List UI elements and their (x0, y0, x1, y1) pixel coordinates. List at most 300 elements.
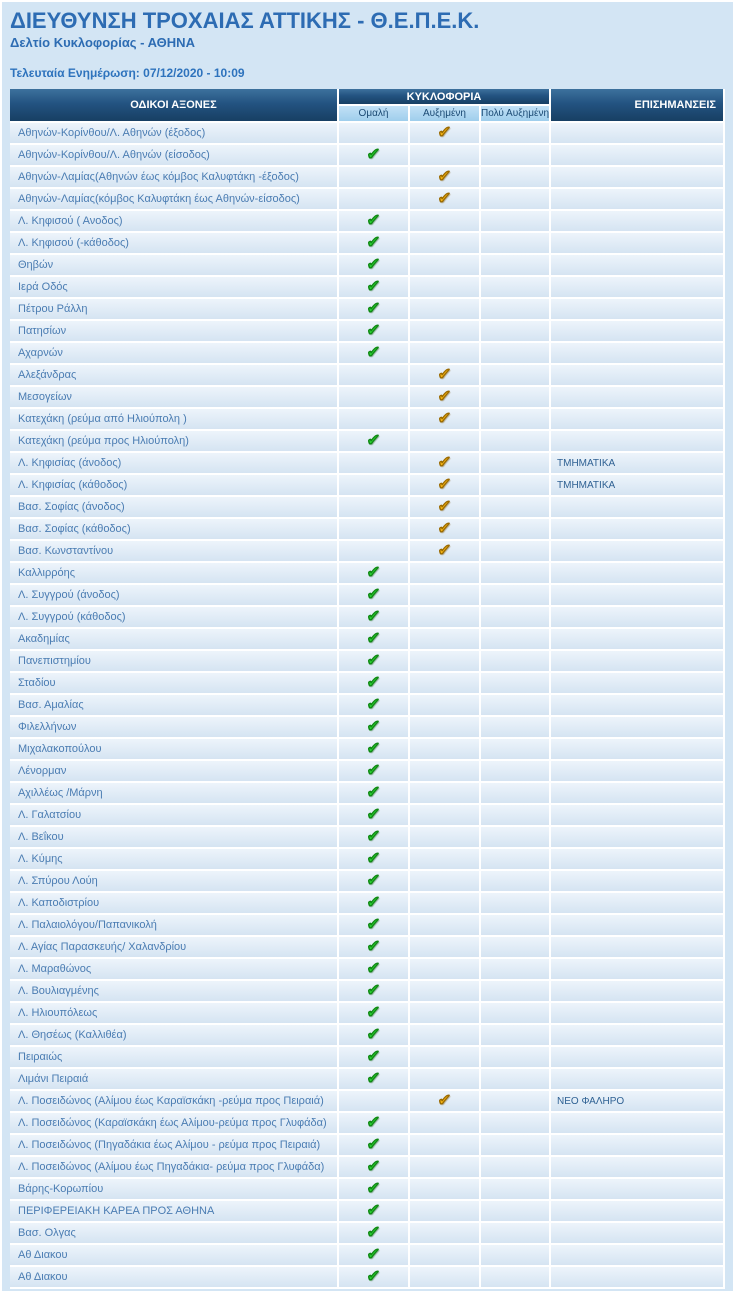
remark-cell (551, 717, 725, 739)
road-name: Αχιλλέως /Μάρνη (10, 783, 339, 805)
table-row (10, 871, 725, 893)
traffic-increased-cell (410, 1223, 481, 1245)
road-name: Λ. Ποσειδώνος (Πηγαδάκια έως Αλίμου - ρεύμα προς Πειραιά) (10, 1135, 339, 1157)
traffic-very-increased-cell (481, 981, 551, 1003)
table-row (10, 1069, 725, 1091)
traffic-increased-cell (410, 299, 481, 321)
table-row (10, 827, 725, 849)
remark-cell (551, 431, 725, 453)
traffic-very-increased-cell (481, 695, 551, 717)
checkmark-normal-icon: ✔ (366, 1223, 381, 1242)
traffic-very-increased-cell (481, 739, 551, 761)
road-name: Λ. Κηφισίας (άνοδος) (10, 453, 339, 475)
checkmark-increased-icon: ✔ (437, 123, 452, 142)
road-name: Πειραιώς (10, 1047, 339, 1069)
traffic-normal-cell (339, 321, 410, 343)
remark-cell (551, 321, 725, 343)
road-name: Πέτρου Ράλλη (10, 299, 339, 321)
remark-cell (551, 959, 725, 981)
traffic-very-increased-cell (481, 475, 551, 497)
traffic-increased-cell (410, 1003, 481, 1025)
checkmark-normal-icon: ✔ (366, 915, 381, 934)
road-name: Βασ. Κωνσταντίνου (10, 541, 339, 563)
traffic-increased-cell (410, 387, 481, 409)
remark-cell (551, 1267, 725, 1289)
road-name: Λ. Συγγρού (κάθοδος) (10, 607, 339, 629)
remark-cell (551, 519, 725, 541)
checkmark-normal-icon: ✔ (366, 695, 381, 714)
traffic-very-increased-cell (481, 1201, 551, 1223)
traffic-normal-cell (339, 915, 410, 937)
traffic-bulletin-page (2, 2, 733, 1291)
road-name: Λ. Κηφισού (-κάθοδος) (10, 233, 339, 255)
checkmark-increased-icon: ✔ (437, 519, 452, 538)
checkmark-normal-icon: ✔ (366, 1245, 381, 1264)
traffic-normal-cell (339, 981, 410, 1003)
road-name: Λένορμαν (10, 761, 339, 783)
table-row (10, 431, 725, 453)
road-name: Λ. Ποσειδώνος (Καραϊσκάκη έως Αλίμου-ρεύμα προς Γλυφάδα) (10, 1113, 339, 1135)
checkmark-normal-icon: ✔ (366, 321, 381, 340)
table-row (10, 1223, 725, 1245)
traffic-normal-cell (339, 299, 410, 321)
road-name: Κατεχάκη (ρεύμα από Ηλιούπολη ) (10, 409, 339, 431)
road-name: Μιχαλακοπούλου (10, 739, 339, 761)
remark-cell (551, 409, 725, 431)
road-name: Ιερά Οδός (10, 277, 339, 299)
checkmark-normal-icon: ✔ (366, 255, 381, 274)
table-row (10, 519, 725, 541)
table-row (10, 1267, 725, 1289)
traffic-increased-cell (410, 497, 481, 519)
remark-cell (551, 1003, 725, 1025)
traffic-increased-cell (410, 783, 481, 805)
traffic-very-increased-cell (481, 937, 551, 959)
table-row (10, 585, 725, 607)
checkmark-normal-icon: ✔ (366, 1201, 381, 1220)
road-name: Λ. Βουλιαγμένης (10, 981, 339, 1003)
traffic-very-increased-cell (481, 145, 551, 167)
remark-cell (551, 1179, 725, 1201)
traffic-normal-cell (339, 189, 410, 211)
traffic-normal-cell (339, 871, 410, 893)
traffic-very-increased-cell (481, 233, 551, 255)
checkmark-normal-icon: ✔ (366, 981, 381, 1000)
traffic-normal-cell (339, 805, 410, 827)
remark-cell (551, 145, 725, 167)
road-name: Λ. Βεΐκου (10, 827, 339, 849)
traffic-increased-cell (410, 871, 481, 893)
traffic-normal-cell (339, 453, 410, 475)
checkmark-normal-icon: ✔ (366, 1003, 381, 1022)
traffic-increased-cell (410, 1201, 481, 1223)
traffic-increased-cell (410, 233, 481, 255)
road-name: Λ. Παλαιολόγου/Παπανικολή (10, 915, 339, 937)
traffic-normal-cell (339, 409, 410, 431)
table-row (10, 189, 725, 211)
remark-cell (551, 1201, 725, 1223)
traffic-very-increased-cell (481, 365, 551, 387)
checkmark-increased-icon: ✔ (437, 365, 452, 384)
checkmark-normal-icon: ✔ (366, 277, 381, 296)
table-row (10, 1157, 725, 1179)
traffic-normal-cell (339, 717, 410, 739)
traffic-normal-cell (339, 1047, 410, 1069)
table-row (10, 1179, 725, 1201)
traffic-very-increased-cell (481, 277, 551, 299)
traffic-very-increased-cell (481, 717, 551, 739)
road-name: Καλλιρρόης (10, 563, 339, 585)
traffic-increased-cell (410, 321, 481, 343)
traffic-very-increased-cell (481, 959, 551, 981)
traffic-very-increased-cell (481, 1113, 551, 1135)
checkmark-normal-icon: ✔ (366, 1069, 381, 1088)
traffic-increased-cell (410, 145, 481, 167)
traffic-normal-cell (339, 1069, 410, 1091)
table-row (10, 541, 725, 563)
checkmark-normal-icon: ✔ (366, 959, 381, 978)
checkmark-normal-icon: ✔ (366, 849, 381, 868)
traffic-normal-cell (339, 365, 410, 387)
traffic-normal-cell (339, 1135, 410, 1157)
road-name: Βασ. Ολγας (10, 1223, 339, 1245)
traffic-very-increased-cell (481, 1091, 551, 1113)
traffic-increased-cell (410, 893, 481, 915)
traffic-very-increased-cell (481, 453, 551, 475)
remark-cell (551, 189, 725, 211)
traffic-normal-cell (339, 739, 410, 761)
road-name: Λ. Θησέως (Καλλιθέα) (10, 1025, 339, 1047)
traffic-very-increased-cell (481, 167, 551, 189)
traffic-increased-cell (410, 981, 481, 1003)
road-name: Αθηνών-Λαμίας(Αθηνών έως κόμβος Καλυφτάκη -έξοδος) (10, 167, 339, 189)
traffic-very-increased-cell (481, 1223, 551, 1245)
road-name: Βάρης-Κορωπίου (10, 1179, 339, 1201)
checkmark-normal-icon: ✔ (366, 871, 381, 890)
checkmark-normal-icon: ✔ (366, 739, 381, 758)
checkmark-increased-icon: ✔ (437, 409, 452, 428)
traffic-increased-cell (410, 673, 481, 695)
remark-cell (551, 761, 725, 783)
road-name: Βασ. Σοφίας (κάθοδος) (10, 519, 339, 541)
traffic-normal-cell (339, 1179, 410, 1201)
traffic-increased-cell (410, 1091, 481, 1113)
traffic-very-increased-cell (481, 189, 551, 211)
road-name: Αθ Διακου (10, 1245, 339, 1267)
road-name: Αθηνών-Κορίνθου/Λ. Αθηνών (είσοδος) (10, 145, 339, 167)
checkmark-normal-icon: ✔ (366, 1025, 381, 1044)
road-name: Θηβών (10, 255, 339, 277)
table-row (10, 717, 725, 739)
page-title: ΔΙΕΥΘΥΝΣΗ ΤΡΟΧΑΙΑΣ ΑΤΤΙΚΗΣ - Θ.Ε.Π.Ε.Κ. (10, 8, 480, 33)
traffic-increased-cell (410, 629, 481, 651)
traffic-increased-cell (410, 761, 481, 783)
remark-cell (551, 783, 725, 805)
traffic-normal-cell (339, 563, 410, 585)
traffic-very-increased-cell (481, 343, 551, 365)
traffic-increased-cell (410, 189, 481, 211)
road-name: Πατησίων (10, 321, 339, 343)
checkmark-normal-icon: ✔ (366, 673, 381, 692)
road-name: ΠΕΡΙΦΕΡΕΙΑΚΗ ΚΑΡΕΑ ΠΡΟΣ ΑΘΗΝΑ (10, 1201, 339, 1223)
table-row (10, 893, 725, 915)
traffic-increased-cell (410, 1179, 481, 1201)
traffic-very-increased-cell (481, 541, 551, 563)
checkmark-normal-icon: ✔ (366, 585, 381, 604)
remark-cell (551, 651, 725, 673)
traffic-normal-cell (339, 475, 410, 497)
traffic-very-increased-cell (481, 915, 551, 937)
checkmark-normal-icon: ✔ (366, 1267, 381, 1286)
table-row (10, 211, 725, 233)
road-name: Λ. Σπύρου Λούη (10, 871, 339, 893)
traffic-very-increased-cell (481, 123, 551, 145)
remark-cell (551, 1223, 725, 1245)
column-header-very-increased: Πολύ Αυξημένη (481, 106, 551, 123)
checkmark-normal-icon: ✔ (366, 1157, 381, 1176)
checkmark-normal-icon: ✔ (366, 431, 381, 450)
traffic-very-increased-cell (481, 563, 551, 585)
traffic-increased-cell (410, 255, 481, 277)
road-name: Λ. Ποσειδώνος (Αλίμου έως Πηγαδάκια- ρεύμα προς Γλυφάδα) (10, 1157, 339, 1179)
traffic-normal-cell (339, 1157, 410, 1179)
traffic-very-increased-cell (481, 761, 551, 783)
remark-cell (551, 497, 725, 519)
column-header-normal: Ομαλή (339, 106, 410, 123)
road-name: Αθ Διακου (10, 1267, 339, 1289)
traffic-increased-cell (410, 849, 481, 871)
table-row (10, 409, 725, 431)
table-row (10, 1091, 725, 1113)
traffic-very-increased-cell (481, 585, 551, 607)
road-name: Φιλελλήνων (10, 717, 339, 739)
remark-cell (551, 915, 725, 937)
traffic-increased-cell (410, 211, 481, 233)
traffic-increased-cell (410, 739, 481, 761)
traffic-normal-cell (339, 541, 410, 563)
remark-cell (551, 365, 725, 387)
road-name: Αλεξάνδρας (10, 365, 339, 387)
last-update-label: Τελευταία Ενημέρωση: (10, 66, 140, 80)
table-row (10, 915, 725, 937)
table-row (10, 695, 725, 717)
traffic-normal-cell (339, 607, 410, 629)
table-row (10, 255, 725, 277)
traffic-very-increased-cell (481, 409, 551, 431)
traffic-very-increased-cell (481, 387, 551, 409)
road-name: Λ. Γαλατσίου (10, 805, 339, 827)
checkmark-normal-icon: ✔ (366, 893, 381, 912)
road-name: Σταδίου (10, 673, 339, 695)
remark-cell (551, 123, 725, 145)
traffic-normal-cell (339, 431, 410, 453)
traffic-normal-cell (339, 1223, 410, 1245)
traffic-table (10, 89, 725, 1289)
traffic-normal-cell (339, 651, 410, 673)
traffic-very-increased-cell (481, 1025, 551, 1047)
table-row (10, 629, 725, 651)
traffic-increased-cell (410, 475, 481, 497)
table-row (10, 277, 725, 299)
table-row (10, 321, 725, 343)
traffic-very-increased-cell (481, 1179, 551, 1201)
traffic-very-increased-cell (481, 893, 551, 915)
traffic-increased-cell (410, 123, 481, 145)
remark-cell (551, 827, 725, 849)
checkmark-increased-icon: ✔ (437, 497, 452, 516)
traffic-very-increased-cell (481, 431, 551, 453)
remark-cell (551, 299, 725, 321)
remark-cell (551, 1135, 725, 1157)
traffic-normal-cell (339, 233, 410, 255)
page-subtitle: Δελτίο Κυκλοφορίας - ΑΘΗΝΑ (10, 35, 195, 50)
remark-cell (551, 387, 725, 409)
remark-cell (551, 167, 725, 189)
traffic-very-increased-cell (481, 629, 551, 651)
table-row (10, 387, 725, 409)
table-row (10, 673, 725, 695)
traffic-normal-cell (339, 1091, 410, 1113)
table-row (10, 1113, 725, 1135)
checkmark-normal-icon: ✔ (366, 145, 381, 164)
table-row (10, 607, 725, 629)
traffic-normal-cell (339, 1003, 410, 1025)
road-name: Αθηνών-Λαμίας(κόμβος Καλυφτάκη έως Αθηνών-είσοδος) (10, 189, 339, 211)
traffic-increased-cell (410, 695, 481, 717)
traffic-very-increased-cell (481, 1245, 551, 1267)
traffic-increased-cell (410, 1245, 481, 1267)
traffic-increased-cell (410, 915, 481, 937)
traffic-increased-cell (410, 167, 481, 189)
checkmark-normal-icon: ✔ (366, 717, 381, 736)
traffic-increased-cell (410, 1135, 481, 1157)
checkmark-increased-icon: ✔ (437, 189, 452, 208)
remark-cell (551, 233, 725, 255)
traffic-normal-cell (339, 937, 410, 959)
table-row (10, 761, 725, 783)
table-row (10, 299, 725, 321)
traffic-very-increased-cell (481, 255, 551, 277)
remark-cell (551, 629, 725, 651)
traffic-very-increased-cell (481, 805, 551, 827)
checkmark-increased-icon: ✔ (437, 541, 452, 560)
checkmark-increased-icon: ✔ (437, 475, 452, 494)
traffic-increased-cell (410, 717, 481, 739)
checkmark-normal-icon: ✔ (366, 1113, 381, 1132)
table-row (10, 123, 725, 145)
road-name: Λ. Ποσειδώνος (Αλίμου έως Καραϊσκάκη -ρεύμα προς Πειραιά) (10, 1091, 339, 1113)
road-name: Πανεπιστημίου (10, 651, 339, 673)
traffic-increased-cell (410, 409, 481, 431)
traffic-normal-cell (339, 255, 410, 277)
table-row (10, 1003, 725, 1025)
traffic-normal-cell (339, 585, 410, 607)
traffic-normal-cell (339, 211, 410, 233)
traffic-increased-cell (410, 541, 481, 563)
traffic-normal-cell (339, 387, 410, 409)
remark-cell: ΝΕΟ ΦΑΛΗΡΟ (551, 1091, 725, 1113)
remark-cell (551, 893, 725, 915)
checkmark-increased-icon: ✔ (437, 1091, 452, 1110)
remark-cell (551, 607, 725, 629)
table-row (10, 849, 725, 871)
traffic-very-increased-cell (481, 651, 551, 673)
remark-cell (551, 1113, 725, 1135)
table-row (10, 805, 725, 827)
traffic-normal-cell (339, 827, 410, 849)
traffic-increased-cell (410, 651, 481, 673)
traffic-very-increased-cell (481, 849, 551, 871)
road-name: Λ. Αγίας Παρασκευής/ Χαλανδρίου (10, 937, 339, 959)
remark-cell (551, 673, 725, 695)
table-row (10, 1201, 725, 1223)
checkmark-normal-icon: ✔ (366, 783, 381, 802)
traffic-very-increased-cell (481, 299, 551, 321)
traffic-increased-cell (410, 277, 481, 299)
road-name: Αχαρνών (10, 343, 339, 365)
checkmark-normal-icon: ✔ (366, 629, 381, 648)
remark-cell (551, 1245, 725, 1267)
traffic-increased-cell (410, 585, 481, 607)
column-header-road-axes: ΟΔΙΚΟΙ ΑΞΟΝΕΣ (10, 89, 339, 123)
road-name: Λ. Κύμης (10, 849, 339, 871)
checkmark-normal-icon: ✔ (366, 1179, 381, 1198)
table-row (10, 563, 725, 585)
traffic-increased-cell (410, 431, 481, 453)
traffic-very-increased-cell (481, 321, 551, 343)
checkmark-normal-icon: ✔ (366, 343, 381, 362)
checkmark-normal-icon: ✔ (366, 1047, 381, 1066)
table-row (10, 1245, 725, 1267)
checkmark-normal-icon: ✔ (366, 233, 381, 252)
traffic-normal-cell (339, 497, 410, 519)
table-row (10, 145, 725, 167)
road-name: Λ. Μαραθώνος (10, 959, 339, 981)
table-row (10, 365, 725, 387)
traffic-very-increased-cell (481, 607, 551, 629)
checkmark-normal-icon: ✔ (366, 937, 381, 956)
traffic-normal-cell (339, 277, 410, 299)
traffic-very-increased-cell (481, 1267, 551, 1289)
traffic-normal-cell (339, 167, 410, 189)
remark-cell: ΤΜΗΜΑΤΙΚΑ (551, 475, 725, 497)
traffic-normal-cell (339, 1245, 410, 1267)
traffic-normal-cell (339, 519, 410, 541)
traffic-normal-cell (339, 629, 410, 651)
checkmark-normal-icon: ✔ (366, 563, 381, 582)
column-header-increased: Αυξημένη (410, 106, 481, 123)
traffic-very-increased-cell (481, 497, 551, 519)
traffic-very-increased-cell (481, 1069, 551, 1091)
table-row (10, 233, 725, 255)
traffic-increased-cell (410, 519, 481, 541)
remark-cell (551, 805, 725, 827)
traffic-increased-cell (410, 1267, 481, 1289)
traffic-very-increased-cell (481, 871, 551, 893)
traffic-normal-cell (339, 673, 410, 695)
table-row (10, 739, 725, 761)
checkmark-increased-icon: ✔ (437, 167, 452, 186)
road-name: Ακαδημίας (10, 629, 339, 651)
traffic-very-increased-cell (481, 1135, 551, 1157)
traffic-table-body (10, 123, 725, 1289)
remark-cell (551, 695, 725, 717)
checkmark-normal-icon: ✔ (366, 651, 381, 670)
traffic-normal-cell (339, 783, 410, 805)
traffic-normal-cell (339, 1113, 410, 1135)
checkmark-increased-icon: ✔ (437, 387, 452, 406)
last-update-value: 07/12/2020 - 10:09 (143, 66, 245, 80)
